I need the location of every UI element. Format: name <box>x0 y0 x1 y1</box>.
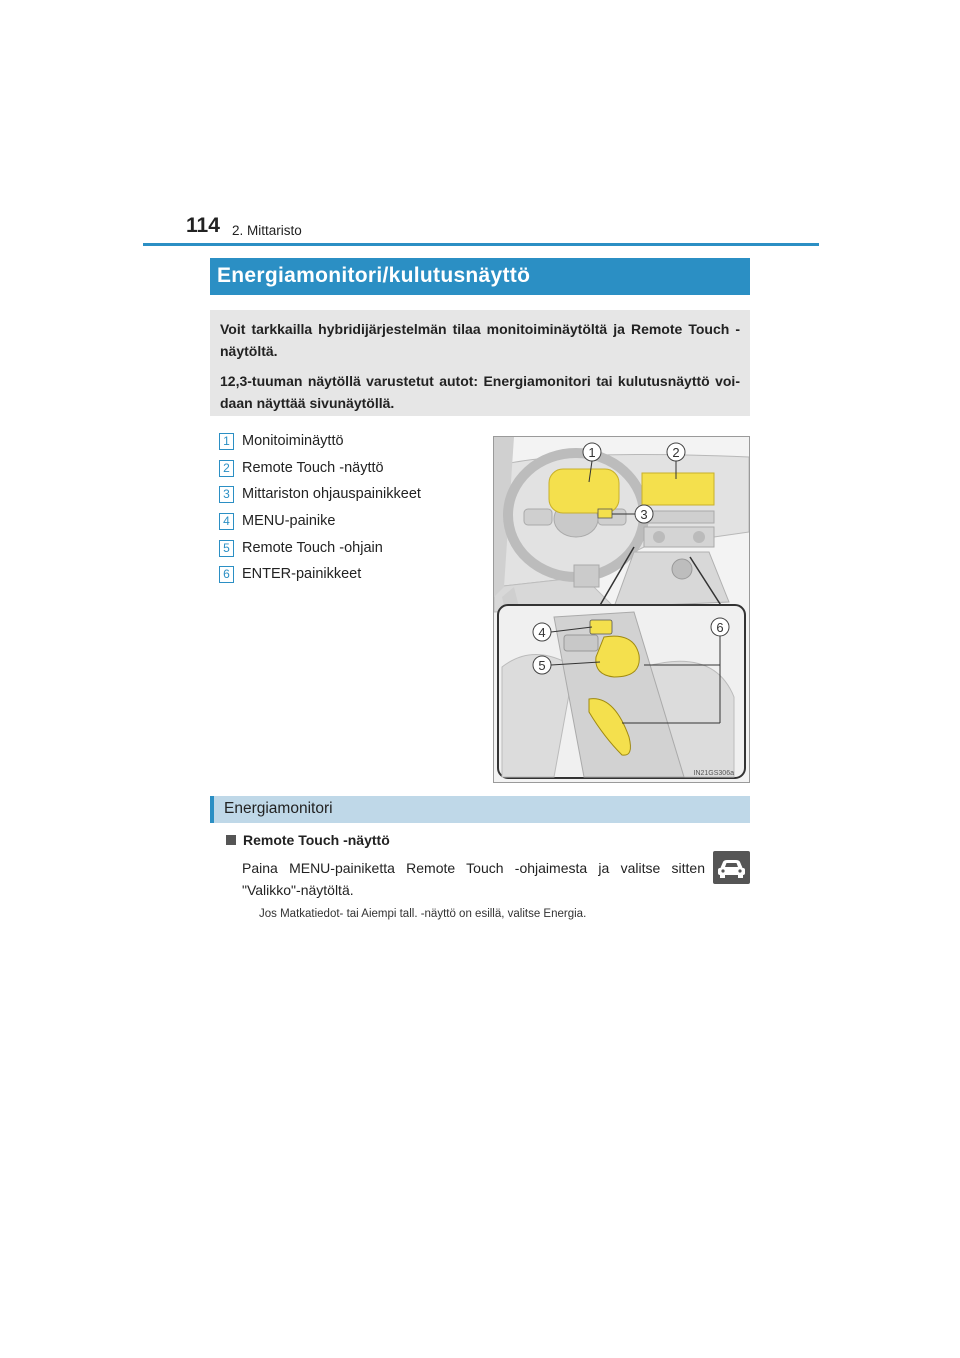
component-list <box>219 433 489 593</box>
bullet-heading-text: Remote Touch -näyttö <box>243 832 390 848</box>
bullet-body-text: Paina MENU-painiketta Remote Touch -ohjaimesta ja valitse sitten "Valikko"-näytöltä. <box>242 860 705 898</box>
item-number: 5 <box>219 540 234 557</box>
page-title: Energiamonitori/kulutusnäyttö <box>217 264 531 287</box>
list-item <box>219 486 489 513</box>
dashboard-drawing <box>494 437 749 782</box>
callout-5: 5 <box>538 658 546 673</box>
intro-box <box>210 310 750 416</box>
list-item <box>219 540 489 567</box>
car-icon <box>713 851 750 884</box>
list-item <box>219 433 489 460</box>
item-number: 6 <box>219 566 234 583</box>
title-bar <box>210 258 750 295</box>
dashboard-illustration <box>493 436 750 783</box>
item-number: 2 <box>219 460 234 477</box>
subsection-title: Energiamonitori <box>224 800 333 817</box>
section-title: 2. Mittaristo <box>232 223 302 238</box>
header-rule <box>143 243 819 246</box>
item-label: Remote Touch -näyttö <box>242 459 384 476</box>
car-icon-svg <box>713 851 750 884</box>
callout-3: 3 <box>640 507 648 522</box>
callout-2: 2 <box>672 445 680 460</box>
item-label: MENU-painike <box>242 513 336 530</box>
callout-6: 6 <box>716 620 724 635</box>
list-item <box>219 460 489 487</box>
note-text: Jos Matkatiedot- tai Aiempi tall. -näyttö on esillä, valitse Energia. <box>259 908 587 920</box>
subsection-bar <box>210 796 750 823</box>
intro-paragraph-1: Voit tarkkailla hybridijärjestelmän tilaa monitoiminäytöltä ja Remote Touch -näytöltä. <box>220 321 740 359</box>
subsection-accent <box>210 796 214 823</box>
illustration-code: IN21GS306a <box>693 770 734 777</box>
item-label: ENTER-painikkeet <box>242 566 362 583</box>
intro-paragraph-2: 12,3-tuuman näytöllä varustetut autot: Energiamonitori tai kulutusnäyttö voi-daan näyttää sivunäytöllä. <box>220 373 740 411</box>
page-number: 114 <box>186 214 220 237</box>
item-number: 4 <box>219 513 234 530</box>
list-item <box>219 513 489 540</box>
callout-1: 1 <box>588 445 596 460</box>
bullet-square-icon <box>226 835 236 845</box>
callout-4: 4 <box>538 625 546 640</box>
list-item <box>219 566 489 593</box>
item-label: Monitoiminäyttö <box>242 433 344 449</box>
bullet-heading <box>226 832 390 848</box>
item-label: Mittariston ohjauspainikkeet <box>242 486 421 503</box>
item-number: 1 <box>219 433 234 450</box>
item-number: 3 <box>219 486 234 503</box>
item-label: Remote Touch -ohjain <box>242 539 383 556</box>
